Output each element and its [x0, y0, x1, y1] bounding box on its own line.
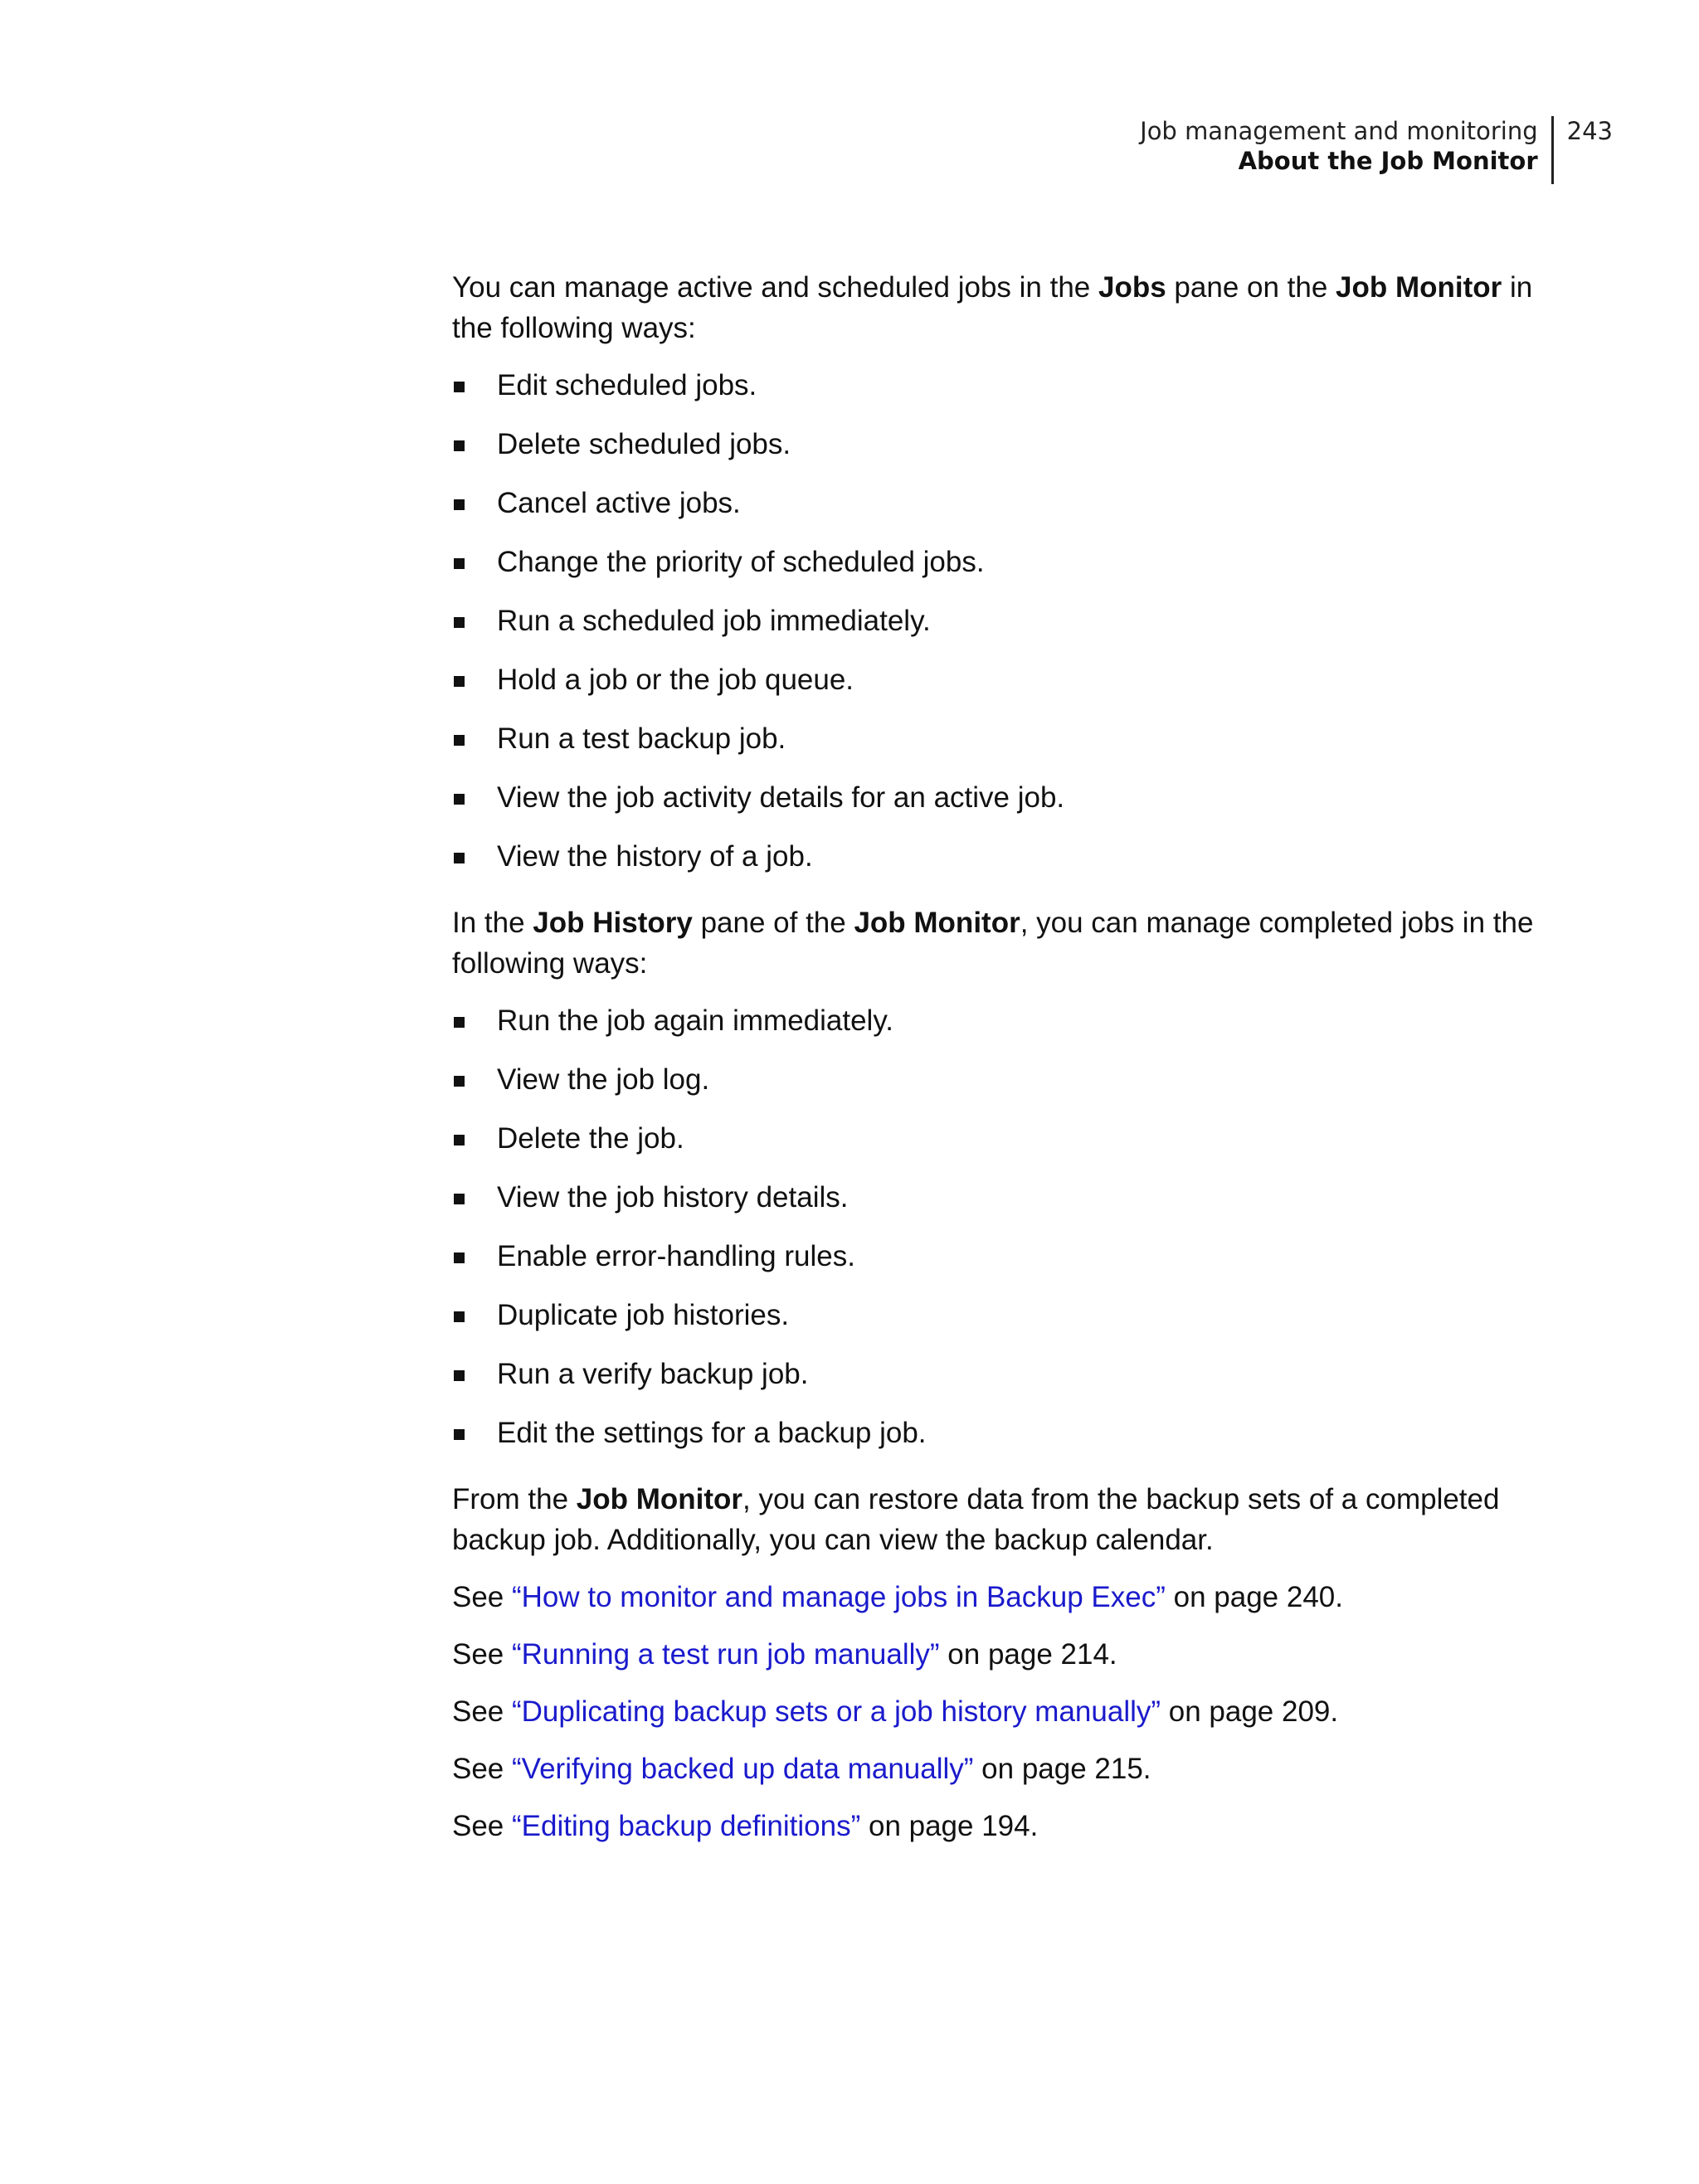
section-title: About the Job Monitor — [1238, 147, 1538, 175]
list-item-text: Edit the settings for a backup job. — [497, 1417, 927, 1449]
bullet-square-icon — [454, 499, 465, 510]
list-item-text: View the job log. — [497, 1063, 710, 1096]
restore-text-2: , you can restore data from the backup sets of a completed backup job. Additionally, you can view the backup calendar. — [452, 1483, 1500, 1556]
see-suffix: on page 215. — [973, 1753, 1151, 1785]
see-also-line — [452, 1749, 1555, 1789]
intro-bold-job-monitor: Job Monitor — [1336, 271, 1502, 304]
cross-reference-link[interactable]: “Running a test run job manually” — [512, 1638, 940, 1671]
cross-reference-link[interactable]: “Editing backup definitions” — [512, 1810, 861, 1842]
list-item — [452, 1295, 1555, 1354]
restore-paragraph — [452, 1479, 1555, 1560]
list-item — [452, 542, 1555, 601]
job-history-list — [452, 1000, 1555, 1466]
cross-reference-link[interactable]: “Verifying backed up data manually” — [512, 1753, 974, 1785]
bullet-square-icon — [454, 1429, 465, 1440]
list-item — [452, 483, 1555, 542]
list-item-text: Run a verify backup job. — [497, 1358, 809, 1390]
list-item — [452, 718, 1555, 777]
cross-reference-link[interactable]: “How to monitor and manage jobs in Backup Exec” — [512, 1581, 1166, 1613]
list-item-text: Cancel active jobs. — [497, 487, 741, 519]
list-item — [452, 1118, 1555, 1177]
list-item — [452, 1059, 1555, 1118]
bullet-square-icon — [454, 1370, 465, 1381]
see-suffix: on page 240. — [1165, 1581, 1343, 1613]
list-item-text: Enable error-handling rules. — [497, 1240, 855, 1272]
list-item-text: Run the job again immediately. — [497, 1004, 893, 1037]
list-item — [452, 1354, 1555, 1413]
list-item — [452, 1177, 1555, 1236]
see-also-line — [452, 1691, 1555, 1732]
list-item — [452, 1236, 1555, 1295]
cross-reference-link[interactable]: “Duplicating backup sets or a job history manually” — [512, 1695, 1161, 1728]
bullet-square-icon — [454, 1135, 465, 1146]
job-history-paragraph — [452, 902, 1555, 984]
see-prefix: See — [452, 1753, 512, 1785]
jobs-pane-list — [452, 365, 1555, 889]
see-suffix: on page 194. — [860, 1810, 1039, 1842]
intro-text-2: pane on the — [1166, 271, 1336, 304]
intro-text-1: You can manage active and scheduled jobs in the — [452, 271, 1098, 304]
history-bold-job-history: Job History — [533, 907, 693, 939]
bullet-square-icon — [454, 735, 465, 746]
bullet-square-icon — [454, 440, 465, 451]
see-also-line — [452, 1634, 1555, 1675]
list-item-text: Change the priority of scheduled jobs. — [497, 546, 985, 578]
bullet-square-icon — [454, 382, 465, 392]
list-item-text: Run a test backup job. — [497, 722, 786, 755]
intro-text-3: in the following ways: — [452, 271, 1533, 344]
see-prefix: See — [452, 1810, 512, 1842]
list-item — [452, 601, 1555, 659]
history-bold-job-monitor: Job Monitor — [854, 907, 1020, 939]
bullet-square-icon — [454, 1253, 465, 1263]
bullet-square-icon — [454, 1311, 465, 1322]
bullet-square-icon — [454, 558, 465, 569]
bullet-square-icon — [454, 676, 465, 687]
see-also-line — [452, 1577, 1555, 1617]
restore-text-1: From the — [452, 1483, 577, 1515]
list-item — [452, 777, 1555, 836]
bullet-square-icon — [454, 1076, 465, 1087]
history-text-1: In the — [452, 907, 533, 939]
list-item-text: Run a scheduled job immediately. — [497, 605, 931, 637]
history-text-3: , you can manage completed jobs in the following ways: — [452, 907, 1534, 980]
page-number: 243 — [1566, 117, 1613, 145]
running-head — [1140, 116, 1554, 184]
list-item — [452, 836, 1555, 889]
list-item-text: Duplicate job histories. — [497, 1299, 790, 1331]
page-body — [452, 267, 1555, 1863]
list-item — [452, 365, 1555, 424]
history-text-2: pane of the — [692, 907, 854, 939]
see-suffix: on page 214. — [939, 1638, 1117, 1671]
restore-bold-job-monitor: Job Monitor — [576, 1483, 743, 1515]
bullet-square-icon — [454, 1017, 465, 1028]
list-item-text: Delete the job. — [497, 1122, 684, 1155]
see-prefix: See — [452, 1638, 512, 1671]
list-item-text: Delete scheduled jobs. — [497, 428, 791, 460]
see-also-line — [452, 1806, 1555, 1846]
bullet-square-icon — [454, 617, 465, 628]
see-suffix: on page 209. — [1161, 1695, 1339, 1728]
list-item — [452, 659, 1555, 718]
list-item — [452, 424, 1555, 483]
bullet-square-icon — [454, 853, 465, 863]
see-prefix: See — [452, 1695, 512, 1728]
list-item-text: View the job activity details for an active job. — [497, 781, 1065, 814]
intro-bold-jobs: Jobs — [1098, 271, 1166, 304]
list-item-text: View the job history details. — [497, 1181, 849, 1214]
list-item — [452, 1413, 1555, 1466]
list-item-text: Hold a job or the job queue. — [497, 664, 854, 696]
list-item-text: View the history of a job. — [497, 840, 813, 873]
list-item-text: Edit scheduled jobs. — [497, 369, 757, 401]
page-header — [1140, 116, 1613, 184]
bullet-square-icon — [454, 1194, 465, 1204]
intro-paragraph — [452, 267, 1555, 348]
see-prefix: See — [452, 1581, 512, 1613]
bullet-square-icon — [454, 794, 465, 805]
list-item — [452, 1000, 1555, 1059]
chapter-title: Job management and monitoring — [1140, 117, 1538, 145]
